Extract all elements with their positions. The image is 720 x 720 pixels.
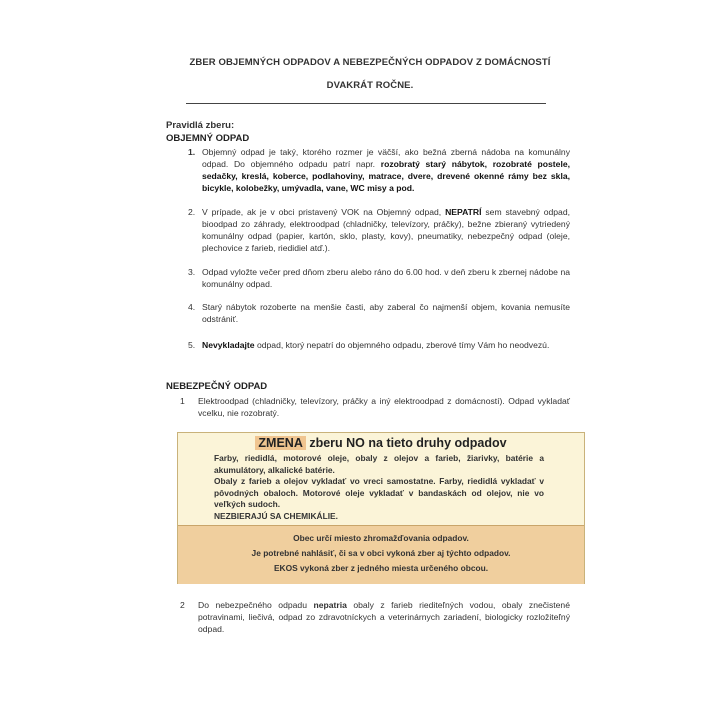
document-title: ZBER OBJEMNÝCH ODPADOV A NEBEZPEČNÝCH ODPADOV Z DOMÁCNOSTÍ: [189, 57, 551, 68]
item-number: 5.: [188, 340, 196, 350]
notice-upper-panel: [178, 433, 584, 525]
notice-footer-line-2: Je potrebné nahlásiť, či sa v obci vykoná zber aj týchto odpadov.: [251, 548, 511, 558]
notice-footer-line-3: EKOS vykoná zber z jedného miesta určeného obcou.: [273, 563, 489, 573]
item-number: 3.: [188, 267, 196, 277]
notice-paragraph-1: Farby, riedidlá, motorové oleje, obaly z olejov a farieb, žiarivky, batérie a akumulátory, alkalické batérie.: [214, 453, 544, 475]
notice-lower-panel: [178, 525, 584, 584]
item-text: Objemný odpad je taký, ktorého rozmer je väčší, ako bežná zberná nádoba na komunálny odpad. Do objemného odpadu patrí napr.: [202, 147, 570, 169]
notice-paragraph-3: NEZBIERAJÚ SA CHEMIKÁLIE.: [214, 510, 338, 521]
item-bold-text: nepatria: [313, 600, 347, 610]
notice-paragraph-2: Obaly z farieb a olejov vykladať vo vreci samostatne. Farby, riedidlá vykladať v pôvodných obaloch. Motorové oleje vykladať v bandaskách od olejov, nie vo veľkých sudoch.: [214, 476, 544, 509]
item-number: 2: [180, 600, 185, 610]
bulky-waste-heading: OBJEMNÝ ODPAD: [166, 133, 250, 144]
item-text-cont: sem stavebný odpad, bioodpad zo záhrady, elektroodpad (chladničky, televízory, práčky), bežne zbieraný vytriedený komunálny odpad (papier, kartón, sklo, plasty, kovy), pneumatiky, nebezpečný odpad (oleje, plechovice z farieb, riedidiel atď.).: [202, 207, 570, 253]
item-number: 1.: [188, 147, 196, 157]
item-text: Do nebezpečného odpadu: [198, 600, 314, 610]
notice-title-highlight: ZMENA: [255, 436, 305, 450]
item-text-cont: odpad, ktorý nepatrí do objemného odpadu, zberové tímy Vám ho neodvezú.: [254, 340, 550, 350]
notice-body: [214, 453, 544, 522]
item-bold-text: Nevykladajte: [202, 340, 255, 350]
document-subtitle: DVAKRÁT ROČNE.: [326, 80, 414, 91]
rules-label: Pravidlá zberu:: [166, 120, 235, 131]
bulky-item-1: [188, 146, 570, 194]
notice-footer: [178, 531, 584, 576]
item-text: V prípade, ak je v obci pristavený VOK na Objemný odpad,: [202, 207, 446, 217]
item-bold-text: NEPATRÍ: [445, 207, 482, 217]
bulky-item-3: [188, 266, 570, 290]
item-text: Starý nábytok rozoberte na menšie časti, aby zaberal čo najmenší objem, kovania nemusíte odstrániť.: [202, 302, 570, 324]
bulky-item-2: [188, 206, 570, 254]
change-notice-box: [177, 432, 585, 584]
hazardous-waste-heading: NEBEZPEČNÝ ODPAD: [166, 381, 268, 392]
item-text-cont: obaly z farieb riediteľných vodou, obaly znečistené potravinami, liečivá, odpad zo zdravotníckych a veterinárnych zariadení, biologicky rozložiteľný odpad.: [198, 600, 570, 634]
notice-title: [178, 436, 584, 450]
hazardous-item-1: [180, 395, 570, 419]
title-divider: [186, 103, 546, 104]
item-number: 1: [180, 396, 185, 406]
item-text: Elektroodpad (chladničky, televízory, práčky a iný elektroodpad z domácností). Odpad vykladať vcelku, nie rozobratý.: [198, 396, 570, 418]
bulky-item-4: [188, 301, 570, 325]
notice-footer-line-1: Obec určí miesto zhromažďovania odpadov.: [293, 533, 469, 543]
bulky-item-5: [188, 339, 570, 351]
item-number: 4.: [188, 302, 196, 312]
hazardous-item-2: [180, 599, 570, 635]
notice-title-rest: zberu NO na tieto druhy odpadov: [305, 436, 507, 450]
item-number: 2.: [188, 207, 196, 217]
item-text: Odpad vyložte večer pred dňom zberu alebo ráno do 6.00 hod. v deň zberu k zbernej nádobe na komunálny odpad.: [202, 267, 570, 289]
item-bold-text: rozobratý starý nábytok, rozobraté postele, sedačky, kreslá, koberce, podlahoviny, matrace, dvere, drevené okenné rámy bez skla, bicykle, kolobežky, umývadla, vane, WC misy a pod.: [202, 159, 571, 193]
